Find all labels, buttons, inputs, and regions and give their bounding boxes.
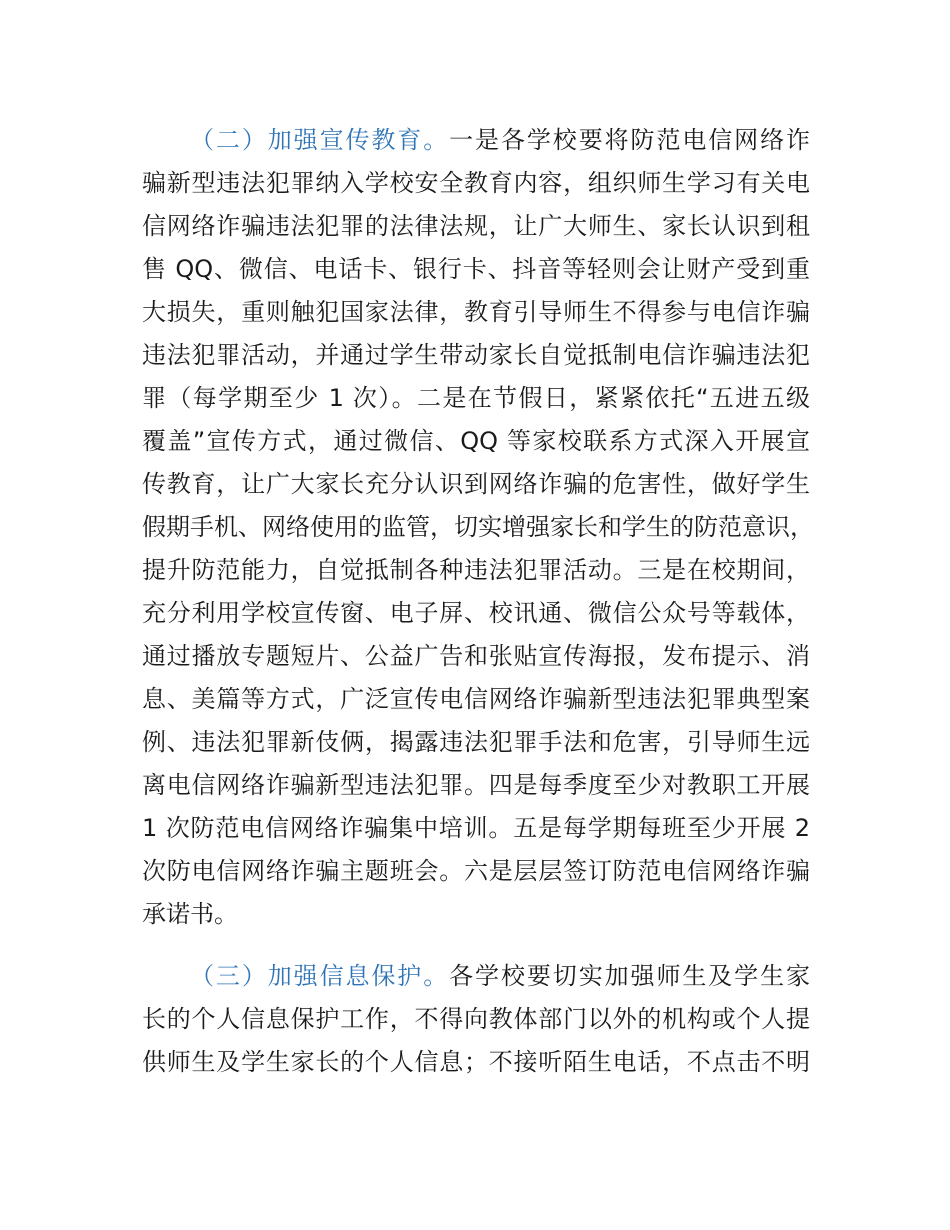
paragraph-line: 罪（每学期至少 1 次）。二是在节假日，紧紧依托“五进五级 [142,384,810,412]
section-heading: （二）加强宣传教育。 [190,126,450,154]
paragraph-section-3 [142,955,810,1084]
section-heading: （三）加强信息保护。 [190,962,450,990]
paragraph-section-2 [142,119,814,936]
paragraph-line: 例、违法犯罪新伎俩，揭露违法犯罪手法和危害，引导师生远 [142,728,810,756]
paragraph-line [142,955,810,998]
paragraph-line: 骗新型违法犯罪纳入学校安全教育内容，组织师生学习有关电 [142,169,810,197]
paragraph-line: 充分利用学校宣传窗、电子屏、校讯通、微信公众号等载体， [142,599,810,627]
line-text: 各学校要切实加强师生及学生家 [449,962,811,990]
paragraph-line: 覆盖”宣传方式，通过微信、QQ 等家校联系方式深入开展宣 [142,427,810,455]
paragraph-line: 提升防范能力，自觉抵制各种违法犯罪活动。三是在校期间， [142,556,810,584]
paragraph-line: 1 次防范电信网络诈骗集中培训。五是每学期每班至少开展 2 [142,814,810,842]
paragraph-line: 次防电信网络诈骗主题班会。六是层层签订防范电信网络诈骗 [142,857,810,885]
paragraph-line: 传教育，让广大家长充分认识到网络诈骗的危害性，做好学生 [142,470,810,498]
paragraph-line: 通过播放专题短片、公益广告和张贴宣传海报，发布提示、消 [142,642,810,670]
paragraph-line: 信网络诈骗违法犯罪的法律法规，让广大师生、家长认识到租 [142,212,810,240]
paragraph-line [142,119,810,162]
paragraph-line: 离电信网络诈骗新型违法犯罪。四是每季度至少对教职工开展 [142,771,810,799]
paragraph-line: 大损失，重则触犯国家法律，教育引导师生不得参与电信诈骗 [142,298,810,326]
paragraph-line: 假期手机、网络使用的监管，切实增强家长和学生的防范意识， [142,513,814,541]
paragraph-line: 供师生及学生家长的个人信息；不接听陌生电话，不点击不明 [142,1048,810,1076]
paragraph-line: 违法犯罪活动，并通过学生带动家长自觉抵制电信诈骗违法犯 [142,341,810,369]
line-text: 一是各学校要将防范电信网络诈 [449,126,811,154]
paragraph-line: 承诺书。 [142,900,238,928]
paragraph-line: 息、美篇等方式，广泛宣传电信网络诈骗新型违法犯罪典型案 [142,685,810,713]
paragraph-line: 长的个人信息保护工作，不得向教体部门以外的机构或个人提 [142,1005,810,1033]
paragraph-line: 售 QQ、微信、电话卡、银行卡、抖音等轻则会让财产受到重 [142,255,810,283]
